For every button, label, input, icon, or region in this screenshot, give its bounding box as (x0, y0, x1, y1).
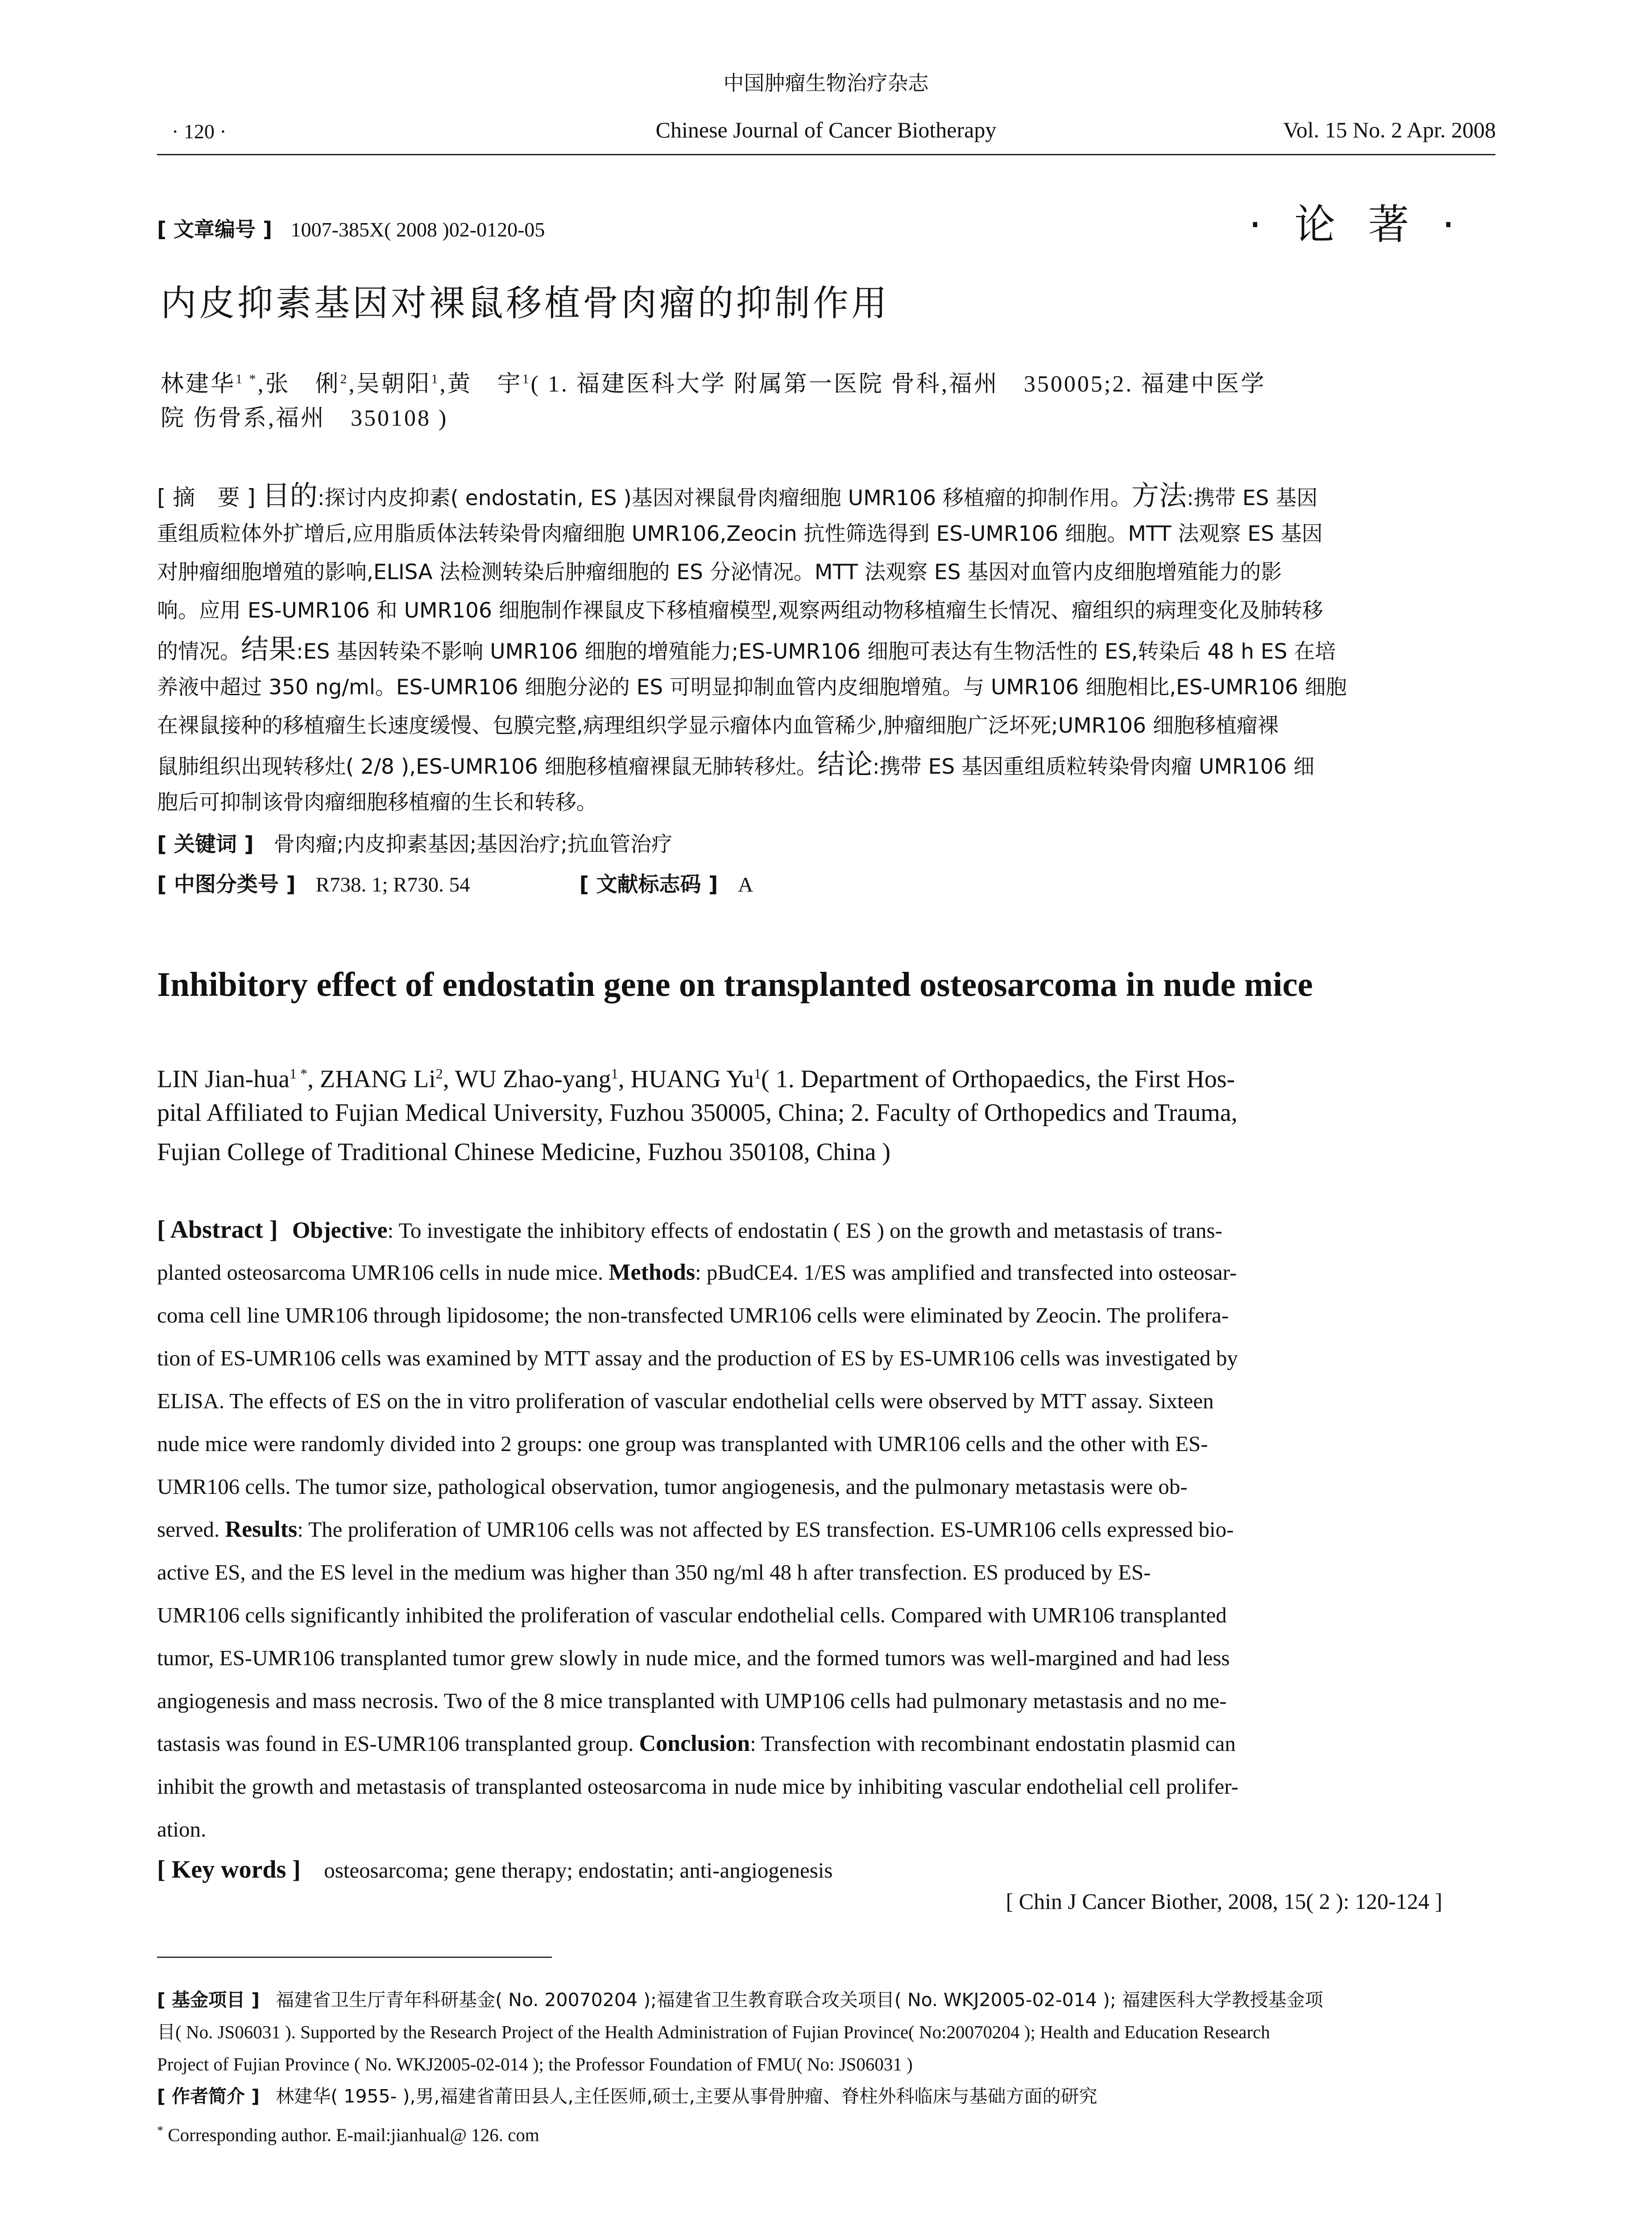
en-author-1: LIN Jian-hua (157, 1065, 290, 1093)
header-rule (157, 154, 1495, 155)
cn-abstract-text: 鼠肺组织出现转移灶( 2/8 ),ES-UMR106 细胞移植瘤裸鼠无肺转移灶。 (157, 755, 817, 779)
classification-value: R738. 1; R730. 54 (315, 873, 470, 896)
cn-methods-head: 方法 (1131, 479, 1187, 512)
en-abstract-line: tumor, ES-UMR106 transplanted tumor grew slowly in nude mice, and the formed tumors was well-margined and had less (157, 1646, 1230, 1670)
cn-objective-text: :探讨内皮抑素( endostatin, ES )基因对裸鼠骨肉瘤细胞 UMR106 移植瘤的抑制作用。 (317, 486, 1132, 510)
author-bio (157, 2082, 1495, 2111)
fund-line: Project of Fujian Province ( No. WKJ2005-02-014 ); the Professor Foundation of FMU( No: JS06031 ) (157, 2054, 913, 2074)
cn-conclusion-head: 结论 (817, 748, 873, 780)
en-abstract-text: tastasis was found in ES-UMR106 transplanted group. (157, 1731, 634, 1756)
en-abstract-line: ation. (157, 1817, 207, 1841)
en-abstract-line (157, 1251, 1495, 1294)
cn-abstract-line (157, 745, 1495, 786)
en-author-4-sup: 1 (754, 1066, 761, 1082)
en-affiliation-1: ( 1. Department of Orthopaedics, the First Hos- (761, 1065, 1235, 1093)
en-author-4: , HUANG Yu (618, 1065, 754, 1093)
doc-code-label: [ 文献标志码 ] (579, 872, 718, 897)
doc-code-value: A (738, 873, 754, 896)
cn-abstract-line: 重组质粒体外扩增后,应用脂质体法转染骨肉瘤细胞 UMR106,Zeocin 抗性筛选得到 ES-UMR106 细胞。MTT 法观察 ES 基因 (157, 522, 1323, 546)
en-affiliation-2: pital Affiliated to Fujian Medical University, Fuzhou 350005, China; 2. Faculty of Orthopedics and Trauma, (157, 1099, 1238, 1127)
cn-author-3: ,吴朝阳 (348, 371, 431, 397)
en-objective-text: : To investigate the inhibitory effects of endostatin ( ES ) on the growth and metastasis of trans- (387, 1218, 1222, 1243)
en-abstract-line: nude mice were randomly divided into 2 groups: one group was transplanted with UMR106 cells and the other with ES- (157, 1431, 1208, 1456)
en-author-2: , ZHANG Li (307, 1065, 436, 1093)
cn-abstract-text: 的情况。 (157, 639, 241, 664)
classification (157, 866, 1495, 904)
en-abstract-line (157, 1722, 1495, 1765)
cn-abstract-line: 在裸鼠接种的移植瘤生长速度缓慢、包膜完整,病理组织学显示瘤体内血管稀少,肿瘤细胞广泛坏死;UMR106 细胞移植瘤裸 (157, 713, 1279, 738)
en-author-3: , WU Zhao-yang (443, 1065, 611, 1093)
en-abstract-line: active ES, and the ES level in the medium was higher than 350 ng/ml 48 h after transfection. ES produced by ES- (157, 1560, 1151, 1584)
citation: [ Chin J Cancer Biother, 2008, 15( 2 ): 120-124 ] (1006, 1889, 1442, 1914)
cn-author-4-sup: 1 (522, 372, 531, 386)
cn-title: 内皮抑素基因对裸鼠移植骨肉瘤的抑制作用 (161, 282, 890, 324)
cn-authors (161, 361, 1495, 402)
author-bio-text: 林建华( 1955- ),男,福建省莆田县人,主任医师,硕士,主要从事骨肿瘤、脊柱外科临床与基础方面的研究 (276, 2086, 1097, 2107)
en-abstract-line: coma cell line UMR106 through lipidosome; the non-transfected UMR106 cells were eliminated by Zeocin. The prolifera- (157, 1303, 1229, 1327)
cn-keywords-label: [ 关键词 ] (157, 832, 254, 857)
cn-abstract-line (157, 630, 1495, 671)
en-abstract-line: UMR106 cells significantly inhibited the proliferation of vascular endothelial cells. Compared with UMR106 transplanted (157, 1603, 1227, 1627)
cn-abstract-line: 响。应用 ES-UMR106 和 UMR106 细胞制作裸鼠皮下移植瘤模型,观察两组动物移植瘤生长情况、瘤组织的病理变化及肺转移 (157, 598, 1323, 623)
cn-abstract-line: 对肿瘤细胞增殖的影响,ELISA 法检测转染后肿瘤细胞的 ES 分泌情况。MTT 法观察 ES 基因对血管内皮细胞增殖能力的影 (157, 560, 1282, 585)
cn-abstract-line: 胞后可抑制该骨肉瘤细胞移植瘤的生长和转移。 (157, 790, 597, 815)
en-keywords-label: [ Key words ] (157, 1856, 301, 1883)
journal-name-en: Chinese Journal of Cancer Biotherapy (655, 117, 997, 142)
en-abstract-line: tion of ES-UMR106 cells was examined by MTT assay and the production of ES by ES-UMR106 cells was investigated by (157, 1346, 1238, 1370)
cn-conclusion-text: :携带 ES 基因重组质粒转染骨肉瘤 UMR106 细 (872, 755, 1315, 779)
en-abstract-line: inhibit the growth and metastasis of transplanted osteosarcoma in nude mice by inhibiting vascular endothelial cell prolifer- (157, 1774, 1238, 1799)
en-abstract-label: [ Abstract ] (157, 1216, 278, 1244)
cn-author-2: ,张 俐 (257, 371, 340, 397)
fund-text: 福建省卫生厅青年科研基金( No. 20070204 );福建省卫生教育联合攻关项目( No. WKJ2005-02-014 ); 福建医科大学教授基金项 (276, 1989, 1323, 2011)
cn-keywords (157, 825, 1495, 864)
en-abstract-line (157, 1508, 1495, 1551)
fund-label: [ 基金项目 ] (157, 1989, 260, 2011)
cn-author-3-sup: 1 (431, 372, 440, 386)
en-abstract-line (157, 1208, 1495, 1252)
en-abstract-line: UMR106 cells. The tumor size, pathological observation, tumor angiogenesis, and the pulmonary metastasis were ob- (157, 1474, 1188, 1499)
corr-text: Corresponding author. E-mail:jianhual@ 126. com (168, 2124, 539, 2145)
en-methods-text: : pBudCE4. 1/ES was amplified and transfected into osteosar- (695, 1260, 1237, 1285)
en-keywords (157, 1848, 1495, 1892)
footnote-rule (157, 1957, 552, 1958)
en-results-text: : The proliferation of UMR106 cells was not affected by ES transfection. ES-UMR106 cells expressed bio- (297, 1517, 1234, 1542)
corresponding-author (157, 2117, 1495, 2149)
en-abstract-line: angiogenesis and mass necrosis. Two of the 8 mice transplanted with UMP106 cells had pulmonary metastasis and no me- (157, 1688, 1227, 1713)
cn-objective-head: 目的 (262, 479, 318, 512)
cn-results-head: 结果 (241, 633, 297, 665)
en-author-1-sup: 1 * (290, 1066, 308, 1082)
en-author-3-sup: 1 (611, 1066, 618, 1082)
cn-methods-text: :携带 ES 基因 (1187, 486, 1318, 510)
author-bio-label: [ 作者简介 ] (157, 2086, 260, 2107)
cn-keywords-value: 骨肉瘤;内皮抑素基因;基因治疗;抗血管治疗 (273, 832, 673, 857)
en-conclusion-head: Conclusion (639, 1731, 750, 1756)
en-abstract-text: planted osteosarcoma UMR106 cells in nude mice. (157, 1260, 604, 1285)
cn-author-2-sup: 2 (340, 372, 349, 386)
en-affiliation-3: Fujian College of Traditional Chinese Medicine, Fuzhou 350108, China ) (157, 1138, 891, 1166)
page-number: · 120 · (172, 120, 227, 143)
en-objective-head: Objective (292, 1218, 388, 1243)
cn-affiliation-2: 院 伤骨系,福州 350108 ) (161, 406, 448, 431)
cn-affiliation-1: ( 1. 福建医科大学 附属第一医院 骨科,福州 350005;2. 福建中医学 (530, 371, 1266, 397)
en-methods-head: Methods (609, 1260, 695, 1285)
cn-author-4: ,黄 宇 (439, 371, 522, 397)
cn-author-1-sup: 1 * (236, 372, 258, 386)
journal-name-cn: 中国肿瘤生物治疗杂志 (723, 71, 929, 95)
cn-author-1: 林建华 (161, 371, 236, 397)
en-author-2-sup: 2 (435, 1066, 443, 1082)
en-abstract-line: ELISA. The effects of ES on the in vitro proliferation of vascular endothelial cells were observed by MTT assay. Sixteen (157, 1389, 1214, 1413)
fund-line: 目( No. JS06031 ). Supported by the Research Project of the Health Administration of Fujian Province( No:20070204 ); Health and Education Research (157, 2022, 1270, 2042)
classification-label: [ 中图分类号 ] (157, 872, 296, 897)
cn-abstract-line: 养液中超过 350 ng/ml。ES-UMR106 细胞分泌的 ES 可明显抑制血管内皮细胞增殖。与 UMR106 细胞相比,ES-UMR106 细胞 (157, 675, 1347, 700)
cn-abstract-line (157, 477, 1495, 518)
en-results-head: Results (225, 1517, 298, 1542)
fund-line (157, 1986, 1495, 2014)
en-conclusion-text: : Transfection with recombinant endostatin plasmid can (750, 1731, 1236, 1756)
column-label: · 论 著 · (1248, 201, 1465, 249)
article-number (157, 213, 545, 243)
article-number-label: [ 文章编号 ] (157, 217, 273, 241)
en-keywords-value: osteosarcoma; gene therapy; endostatin; anti-angiogenesis (324, 1858, 833, 1883)
en-authors (157, 1054, 1495, 1099)
en-abstract-text: served. (157, 1517, 220, 1542)
cn-results-text: :ES 基因转染不影响 UMR106 细胞的增殖能力;ES-UMR106 细胞可表达有生物活性的 ES,转染后 48 h ES 在培 (296, 639, 1336, 664)
en-title: Inhibitory effect of endostatin gene on transplanted osteosarcoma in nude mice (157, 965, 1313, 1004)
corr-mark: * (157, 2124, 163, 2138)
cn-abstract-label: [ 摘 要 ] (157, 485, 256, 510)
article-number-value: 1007-385X( 2008 )02-0120-05 (290, 218, 545, 241)
volume-info: Vol. 15 No. 2 Apr. 2008 (1283, 117, 1496, 142)
